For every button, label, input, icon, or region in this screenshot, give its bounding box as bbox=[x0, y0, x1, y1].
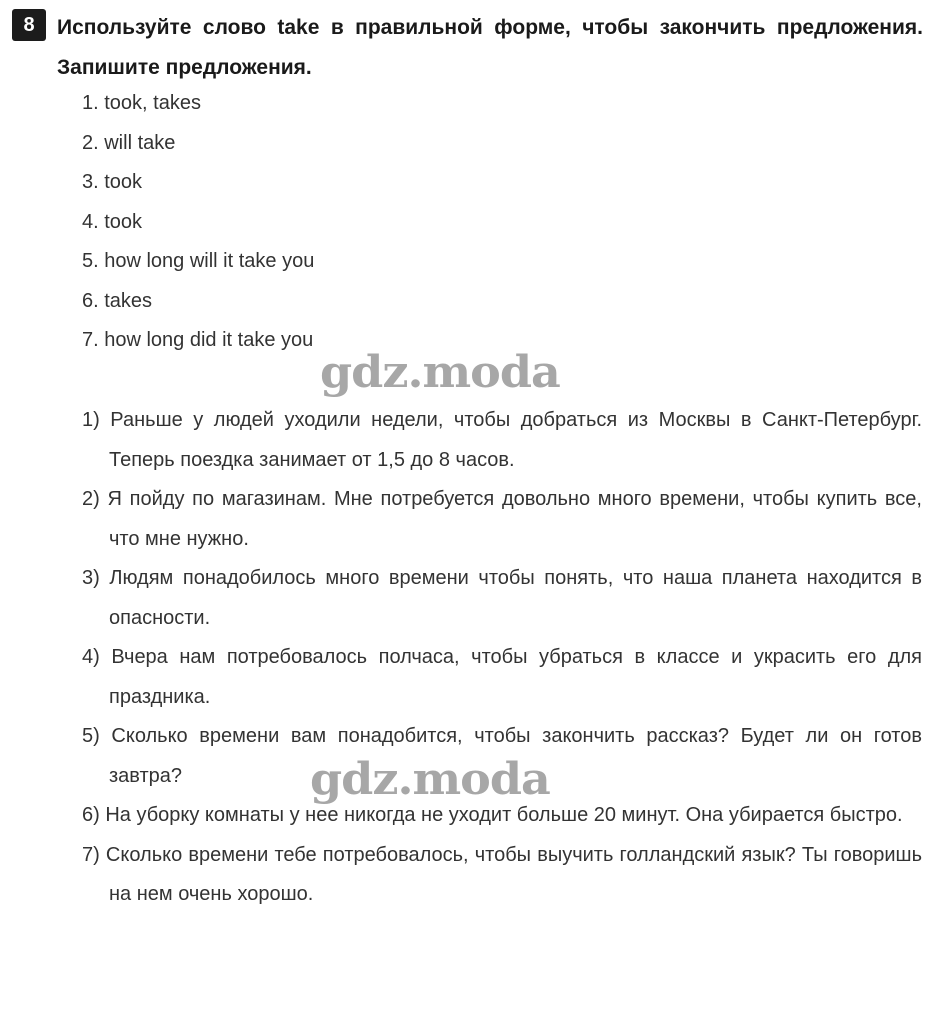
translation-item: 7) Сколько времени тебе потребовалось, чтобы выучить голландский язык? Ты говоришь на нем очень хорошо. bbox=[82, 843, 922, 905]
translation-item: 5) Сколько времени вам понадобится, чтобы закончить рассказ? Будет ли он готов завтра? bbox=[82, 725, 922, 787]
answer-item: 3. took bbox=[82, 171, 143, 193]
answer-item: 7. how long did it take you bbox=[82, 329, 314, 351]
answer-item: 4. took bbox=[82, 210, 143, 233]
translation-item: 3) Людям понадобилось много времени чтобы понять, что наша планета находится в опасности. bbox=[82, 567, 922, 629]
answers-list bbox=[82, 84, 314, 361]
translations-list bbox=[82, 401, 922, 915]
translation-item: 1) Раньше у людей уходили недели, чтобы добраться из Москвы в Санкт-Петербург. Теперь поездка занимает от 1,5 до 8 часов. bbox=[82, 409, 922, 471]
answer-item: 6. takes bbox=[82, 289, 153, 312]
answer-item: 2. will take bbox=[82, 131, 176, 154]
watermark-logo: gdz.moda bbox=[310, 753, 550, 805]
answer-item: 1. took, takes bbox=[82, 92, 201, 114]
watermark-logo: gdz.moda bbox=[320, 346, 560, 398]
answer-item: 5. how long will it take you bbox=[82, 250, 315, 272]
task-number-badge: 8 bbox=[12, 9, 46, 41]
translation-item: 4) Вчера нам потребовалось полчаса, чтобы убраться в классе и украсить его для праздника. bbox=[82, 646, 922, 708]
task-instruction: Используйте слово take в правильной форме, чтобы закончить предложения. Запишите предложения. bbox=[57, 16, 923, 79]
translation-item: 2) Я пойду по магазинам. Мне потребуется довольно много времени, чтобы купить все, что мне нужно. bbox=[82, 488, 922, 550]
translation-item: 6) На уборку комнаты у нее никогда не уходит больше 20 минут. Она убирается быстро. bbox=[82, 804, 903, 826]
